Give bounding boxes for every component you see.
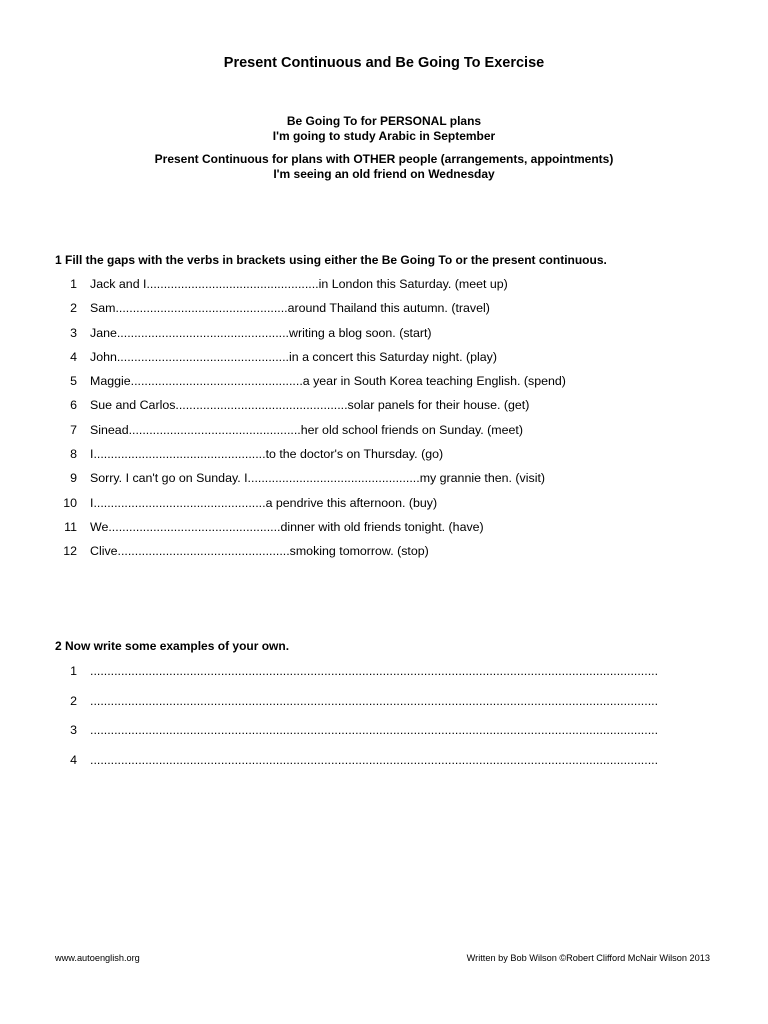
item-text: Maggie..................................................a year in South Korea teaching English. (spend)	[90, 374, 566, 389]
item-text: Sorry. I can't go on Sunday. I..................................................my grannie then. (visit)	[90, 471, 546, 486]
page-title: Present Continuous and Be Going To Exercise	[223, 55, 545, 71]
item-text: John..................................................in a concert this Saturday night. (play)	[90, 349, 497, 364]
item-text: We..................................................dinner with old friends tonight. (have)	[90, 519, 484, 534]
item-text: Sam..................................................around Thailand this autumn. (travel)	[90, 301, 490, 316]
footer-credit: Written by Bob Wilson ©Robert Clifford McNair Wilson 2013	[466, 953, 710, 963]
item-text: Sinead..................................................her old school friends on Sunday. (meet)	[90, 422, 523, 437]
going-to-heading: Be Going To for PERSONAL plans	[286, 114, 482, 128]
item-text: I..................................................to the doctor's on Thursday. (go)	[90, 447, 444, 462]
item-number: 2	[70, 301, 77, 316]
item-text: .....................................................................................................................................................................	[90, 752, 659, 767]
exercise2-heading: 2 Now write some examples of your own.	[55, 639, 290, 653]
item-number: 7	[70, 422, 77, 437]
item-number: 3	[70, 723, 77, 737]
item-number: 8	[70, 447, 77, 462]
item-text: Sue and Carlos..................................................solar panels for their house. (get)	[90, 398, 530, 413]
item-number: 6	[70, 398, 77, 413]
going-to-example: I'm going to study Arabic in September	[272, 129, 496, 143]
continuous-example: I'm seeing an old friend on Wednesday	[273, 167, 495, 181]
item-number: 10	[63, 495, 77, 510]
item-text: .....................................................................................................................................................................	[90, 664, 659, 678]
item-text: Jane..................................................writing a blog soon. (start)	[90, 325, 432, 340]
item-number: 12	[63, 544, 77, 559]
item-number: 9	[70, 471, 77, 486]
exercise1-heading: 1 Fill the gaps with the verbs in brackets using either the Be Going To or the present continuous.	[55, 253, 607, 267]
item-number: 1	[70, 277, 77, 291]
item-number: 5	[70, 374, 77, 389]
continuous-intro	[0, 152, 768, 182]
item-text: Clive..................................................smoking tomorrow. (stop)	[90, 544, 429, 559]
item-number: 11	[64, 519, 77, 534]
continuous-heading: Present Continuous for plans with OTHER people (arrangements, appointments)	[154, 152, 614, 166]
item-text: .....................................................................................................................................................................	[90, 723, 659, 737]
going-to-intro	[0, 114, 768, 144]
item-number: 4	[70, 349, 77, 364]
item-text: Jack and I..................................................in London this Saturday. (meet up)	[90, 277, 508, 291]
item-text: .....................................................................................................................................................................	[90, 693, 659, 708]
footer-website[interactable]: www.autoenglish.org	[55, 953, 140, 963]
item-number: 2	[70, 693, 77, 708]
item-number: 3	[70, 325, 77, 340]
item-number: 1	[70, 664, 77, 678]
item-text: I..................................................a pendrive this afternoon. (buy)	[90, 495, 438, 510]
item-number: 4	[70, 752, 77, 767]
